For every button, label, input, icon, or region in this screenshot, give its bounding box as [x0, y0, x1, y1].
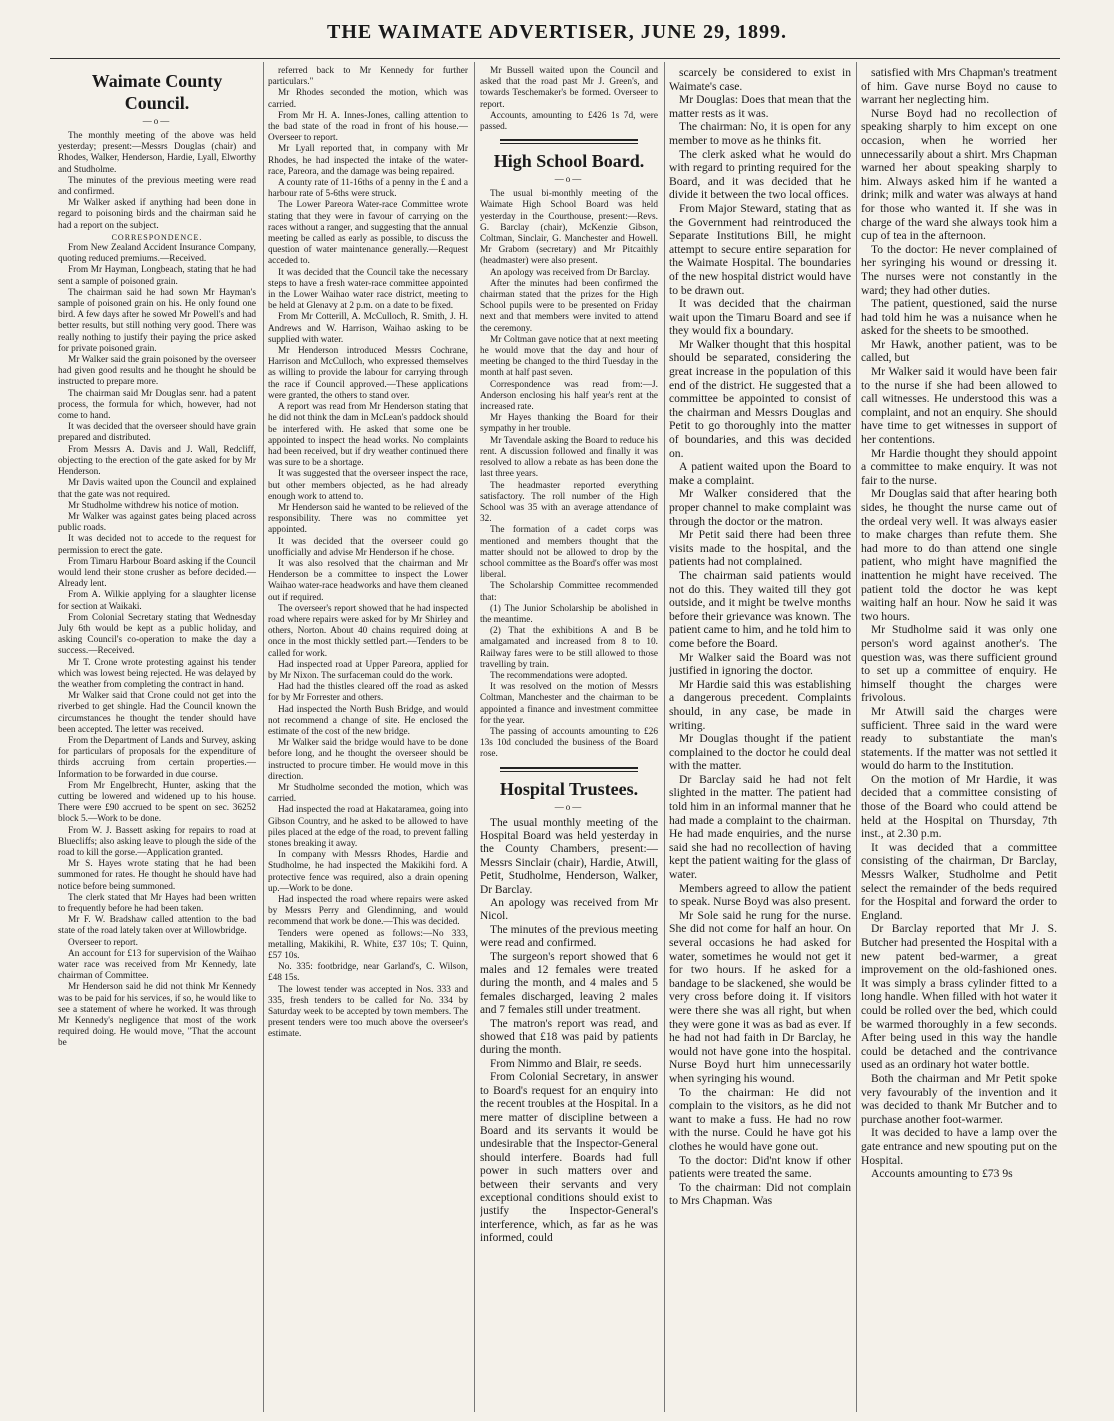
paragraph: An account for £13 for supervision of the Waihao water race was received from Mr Kennedy, late chairman of Committee. [58, 948, 256, 982]
paragraph: Mr Petit said there had been three visits made to the hospital, and the patients had not complained. [669, 528, 851, 569]
paragraph: After the minutes had been confirmed the chairman stated that the prizes for the High School pupils were to be presented on Friday next and that members were invited to attend the ceremony. [480, 278, 658, 334]
paragraph: Mr Henderson introduced Messrs Cochrane, Harrison and McCulloch, who expressed themselves as willing to provide the labour for carrying through the race if Council approved.—These applications were granted, the others to stand over. [268, 346, 468, 401]
paragraph: The patient, questioned, said the nurse had told him he was a nuisance when he asked for the sheets to be smoothed. [861, 297, 1057, 338]
paragraph: Mr Douglas said that after hearing both sides, he thought the nurse came out of the ordeal very well. It was always easier to make charges than refute them. She had more to do than attend one single patient, who might have magnified the inattention he might have received. The patient told the doctor he was kept waiting half an hour. Now he said it was two hours. [861, 487, 1057, 623]
paragraph: Mr Atwill said the charges were sufficient. Three said in the ward were ready to substantiate the man's statements. If the matter was not settled it would do harm to the Institution. [861, 704, 1057, 773]
paragraph: The recommendations were adopted. [490, 670, 628, 681]
masthead-rule [50, 58, 1060, 59]
paragraph: It was decided that the chairman wait upon the Timaru Board and see if they would fix a boundary. [669, 297, 851, 338]
column-hospital-continued [669, 66, 851, 1411]
paragraph: It was resolved on the motion of Messrs Coltman, Manchester and the chairman to be appointed a finance and investment committee for the year. [480, 682, 658, 726]
paragraph: Dr Barclay reported that Mr J. S. Butcher had presented the Hospital with a new patent bed-warmer, a great improvement on the old-fashioned ones. It was simply a brass cylinder fitted to a long handle. When filled with hot water it could be rolled over the bed, which could be warmed thoroughly in a few seconds. After being used in this way the handle could be detached and the contrivance used as an ordinary hot water bottle. [861, 922, 1057, 1072]
paragraph: Mr Henderson said he wanted to be relieved of the responsibility. There was no committee yet appointed. [268, 502, 468, 536]
paragraph: From Nimmo and Blair, re seeds. [490, 1057, 642, 1070]
paragraph: The matron's report was read, and showed that £18 was paid by patients during the month. [480, 1017, 658, 1057]
column-high-school-board [480, 66, 658, 1411]
paragraph: The usual bi-monthly meeting of the Waimate High School Board was held yesterday in the Courthouse, present:—Revs. G. Barclay (chair), McKenzie Gibson, Coltman, Sinclair, G. Manchester and Howell. Mr Grabom (secretary) and Mr Pitcaithly (headmaster) were also present. [480, 189, 658, 267]
paragraph: Mr Studholme withdrew his notice of motion. [68, 500, 239, 511]
section-divider [500, 139, 638, 144]
paragraph: Mr Walker said the Board was not justified in ignoring the doctor. [669, 650, 851, 678]
paragraph: Mr Walker said that Crone could not get into the riverbed to get shingle. Had the Council known the circumstances he thought the tender should have been accepted. The letter was received. [58, 691, 256, 735]
paragraph: Mr Sole said he rung for the nurse. She did not come for half an hour. On several occasions he had asked for water, sometimes he would not get it for two hours. If he asked for a bandage to be slackened, she would be very cross before doing it. If visitors were there she was all right, but when they were gone it was as bad as ever. If he had not had faith in Dr Barclay, he would not have gone into the hospital. Nurse Boyd hurt him unnecessarily when syringing his wound. [669, 908, 851, 1085]
paragraph: It was decided that the overseer should have grain prepared and distributed. [58, 422, 256, 444]
paragraph: Mr Walker said the bridge would have to be done before long, and he thought the overseer should be instructed to procure timber. He would move in this direction. [268, 738, 468, 782]
paragraph: Mr Walker considered that the proper channel to make complaint was through the doctor or the matron. [669, 487, 851, 528]
column-hospital-end [861, 66, 1057, 1411]
paragraph: From Colonial Secretary stating that Wednesday July 6th would be kept as a public holiday, and asking Council's co-operation to make the day a success.—Received. [58, 612, 256, 657]
paragraph: Had inspected the road at Hakataramea, going into Gibson Country, and he asked to be allowed to have piles placed at the edge of the road, to prevent falling stones breaking it away. [268, 805, 468, 850]
paragraph: Mr T. Crone wrote protesting against his tender which was lowest being rejected. He was delayed by the weather from completing the contract in hand. [58, 657, 256, 690]
paragraph: The chairman said patients would not do this. They waited till they got outside, and it might be twelve months before their grievance was known. The patient came to him, and he told him to come before the Board. [669, 568, 851, 650]
paragraph: Mr Walker was against gates being placed across public roads. [58, 511, 256, 534]
paragraph: In company with Messrs Rhodes, Hardie and Studholme, he had inspected the Makikihi ford. A protective fence was required, also a drain opening up.—Work to be done. [268, 850, 468, 894]
heading-high-school-board: High School Board. [493, 151, 645, 172]
paragraph: Members agreed to allow the patient to speak. Nurse Boyd was also present. [669, 881, 851, 909]
paragraph: It was also resolved that the chairman and Mr Henderson be a committee to inspect the Lower Waihao water-race headworks and have them cleaned out if required. [268, 558, 468, 603]
column-rule [474, 62, 475, 1412]
paragraph: Mr Lyall reported that, in company with Mr Rhodes, he had inspected the intake of the water-race, Pareora, and the damage was being repaired. [268, 144, 468, 177]
paragraph: Mr Hawk, another patient, was to be called, but [861, 337, 1057, 365]
paragraph: Had inspected the road where repairs were asked by Messrs Perry and Glendinning, and would recommend that work be done.—This was decided. [268, 895, 468, 928]
paragraph: A county rate of 11-16ths of a penny in the £ and a harbour rate of 5-6ths were struck. [268, 178, 468, 200]
paragraph: The clerk asked what he would do with regard to printing required for the Board, and it was decided that he divide it between the two local offices. [669, 147, 851, 202]
paragraph: The Lower Pareora Water-race Committee wrote stating that they were in favour of carrying on the races without a ranger, and suggesting that the annual meeting be called as early as possible, to discuss the question of water maintenance generally.—Request acceded to. [268, 200, 468, 267]
column-rule [856, 62, 857, 1412]
paragraph: The passing of accounts amounting to £26 13s 10d concluded the business of the Board rose. [480, 726, 658, 760]
paragraph: Mr Douglas thought if the patient complained to the doctor he could deal with the matter. [669, 732, 851, 773]
paragraph: From Mr H. A. Innes-Jones, calling attention to the bad state of the road in front of his house.—Overseer to report. [268, 110, 468, 144]
paragraph: The minutes of the previous meeting were read and confirmed. [58, 175, 256, 198]
paragraph: scarcely be considered to exist in Waimate's case. [669, 66, 851, 93]
paragraph: It was decided to have a lamp over the gate entrance and new spouting put on the Hospital. [861, 1126, 1057, 1167]
paragraph: From A. Wilkie applying for a slaughter license for section at Waikaki. [58, 590, 256, 612]
paragraph: The overseer's report showed that he had inspected road where repairs were asked for by Mr Shirley and others, Norton. About 40 chains required doing at once in the most thickly settled part.—Tenders to be called for work. [268, 603, 468, 659]
paragraph: An apology was received from Dr Barclay. [490, 267, 650, 278]
paragraph: Mr Hardie thought they should appoint a committee to make enquiry. It was not fair to the nurse. [861, 446, 1057, 487]
paragraph: Overseer to report. [68, 937, 138, 948]
paragraph: From Messrs A. Davis and J. Wall, Redcliff, objecting to the erection of the gate asked for by Mr Henderson. [58, 444, 256, 478]
paragraph: No. 335: footbridge, near Garland's, C. Wilson, £48 15s. [268, 962, 468, 984]
paragraph: Mr Rhodes seconded the motion, which was carried. [268, 88, 468, 110]
paragraph: Mr Hardie said this was establishing a dangerous precedent. Complaints should, in any case, be made in writing. [669, 677, 851, 732]
paragraph: To the chairman: Did not complain to Mrs Chapman. Was [669, 1180, 851, 1208]
paragraph: The surgeon's report showed that 6 males and 12 females were treated during the month, and 4 males and 5 females discharged, leaving 2 males and 7 females still under treatment. [480, 950, 658, 1017]
paragraph: Mr Studholme seconded the motion, which was carried. [268, 783, 468, 805]
paragraph: The monthly meeting of the above was held yesterday; present:—Messrs Douglas (chair) and Rhodes, Walker, Henderson, Hardie, Lyall, Elworthy and Studholme. [58, 131, 256, 175]
paragraph: A patient waited upon the Board to make a complaint. [669, 460, 851, 487]
paragraph: satisfied with Mrs Chapman's treatment of him. Gave nurse Boyd no cause to warrant her neglecting him. [861, 66, 1057, 107]
paragraph: Accounts, amounting to £426 1s 7d, were passed. [480, 110, 658, 133]
paragraph: An apology was received from Mr Nicol. [480, 897, 658, 923]
paragraph: From W. J. Bassett asking for repairs to road at Bluecliffs; also asking leave to plough the side of the road to kill the gorse.—Application granted. [58, 825, 256, 858]
paragraph: On the motion of Mr Hardie, it was decided that a committee consisting of those of the Board who could attend be held at the Hospital on Thursday, 7th inst., at 2.30 p.m. [861, 772, 1057, 841]
paragraph: The Scholarship Committee recommended that: [480, 581, 658, 603]
hospital-report [480, 817, 658, 1246]
paragraph: The clerk stated that Mr Hayes had been written to frequently before he had been taken. [58, 892, 256, 915]
paragraph: Had inspected the North Bush Bridge, and would not recommend a change of site. He enclosed the estimate of the cost of the new bridge. [268, 704, 468, 737]
ornament: —o— [554, 801, 584, 812]
paragraph: Tenders were opened as follows:—No 333, metalling, Makikihi, R. White, £37 10s; T. Quinn, £57 10s. [268, 928, 468, 962]
paragraph: From the Department of Lands and Survey, asking for particulars of proposals for the expenditure of thirds accruing from certain properties.—Information to be forwarded in due course. [58, 735, 256, 780]
paragraph: The headmaster reported everything satisfactory. The roll number of the High School was 35 with an average attendance of 32. [480, 480, 658, 525]
paragraph: From Mr Hayman, Longbeach, stating that he had sent a sample of poisoned grain. [58, 265, 256, 287]
paragraph: The chairman said he had sown Mr Hayman's sample of poisoned grain on his. He only found one bird. A few days after he sowed Mr Powell's and had better results, but still nothing very good. There was really nothing to justify their paying the price asked for private poisoned grain. [58, 287, 256, 354]
paragraph: Mr F. W. Bradshaw called attention to the bad state of the road lately taken over at Willowbridge. [58, 915, 256, 937]
paragraph: Accounts amounting to £73 9s [871, 1167, 1013, 1181]
paragraph: Mr Tavendale asking the Board to reduce his rent. A discussion followed and finally it was resolved to allow a rebate as has been done the last three years. [480, 435, 658, 480]
paragraph: Mr Bussell waited upon the Council and asked that the road past Mr J. Green's, and towards Teschemaker's be formed. Overseer to report. [480, 66, 658, 110]
paragraph: From Mr Cotterill, A. McCulloch, R. Smith, J. H. Andrews and W. Harrison, Waihao asking to be supplied with water. [268, 312, 468, 345]
paragraph: CORRESPONDENCE. [111, 232, 203, 242]
heading-hospital-trustees: Hospital Trustees. [499, 778, 639, 799]
paragraph: Mr Walker said the grain poisoned by the overseer had given good results and he thought he should be instructed to prepare more. [58, 355, 256, 388]
section-divider [500, 767, 638, 772]
paragraph: From Major Steward, stating that as the Government had reintroduced the Separate Institutions Bill, he might attempt to secure entire separation for the Waimate Hospital. The boundaries of the new hospital district would have to be drawn out. [669, 201, 851, 297]
paragraph: It was decided that the Council take the necessary steps to have a fresh water-race committee appointed in the Lower Waihao water race district, meeting to be held at Glenavy at 2 p.m. on a date to be fixed. [268, 267, 468, 312]
paragraph: Nurse Boyd had no recollection of speaking sharply to him except on one occasion, when he worried her unnecessarily about a shirt. Mrs Chapman warned her about speaking sharply to him. Always asked him if he wanted a drink; milk and water was always at hand for those who wanted it. If she was in charge of the ward she always took him a cup of tea in the afternoon. [861, 106, 1057, 243]
paragraph: From New Zealand Accident Insurance Company, quoting reduced premiums.—Received. [58, 243, 256, 265]
paragraph: Mr Hayes thanking the Board for their sympathy in her trouble. [480, 413, 658, 435]
ornament: —o— [554, 174, 584, 185]
paragraph: The minutes of the previous meeting were read and confirmed. [480, 923, 658, 950]
paragraph: Had had the thistles cleared off the road as asked for by Mr Forrester and others. [268, 682, 468, 704]
masthead: THE WAIMATE ADVERTISER, JUNE 29, 1899. [327, 21, 787, 43]
paragraph: Mr Studholme said it was only one person's word against another's. The question was, was there sufficient ground to set up a committee of enquiry. He himself thought the charges were frivolous. [861, 623, 1057, 705]
paragraph: Mr Henderson said he did not think Mr Kennedy was to be paid for his services, if so, he would like to see a statement of where he worked. It was through Mr Kennedy's negligence that most of the work required doing. He would move, "That the account be [58, 982, 256, 1049]
column-rule [263, 62, 264, 1412]
paragraph: The lowest tender was accepted in Nos. 333 and 335, fresh tenders to be called for No. 334 by Saturday week to be accepted by town members. The present tenders were too much above the overseer's estimate. [268, 984, 468, 1040]
paragraph: (2) That the exhibitions A and B be amalgamated and increased from 8 to 10. Railway fares were to be still allowed to those travelling by train. [480, 626, 658, 670]
paragraph: The formation of a cadet corps was mentioned and members thought that the matter should not be allowed to drop by the school committee as the Board's offer was most liberal. [480, 525, 658, 581]
paragraph: Both the chairman and Mr Petit spoke very favourably of the invention and it was decided to thank Mr Butcher and to purchase another foot-warmer. [861, 1071, 1057, 1126]
high-school-report [480, 189, 658, 760]
heading-county-council: Waimate County Council. [91, 71, 223, 113]
paragraph: It was decided not to accede to the request for permission to erect the gate. [58, 534, 256, 556]
paragraph: To the doctor: He never complained of her syringing his wound or dressing it. The nurses were not constantly in the ward; they had other duties. [861, 242, 1057, 297]
paragraph: Mr Coltman gave notice that at next meeting he would move that the day and hour of meeting be changed to the third Tuesday in the month at half past seven. [480, 334, 658, 379]
paragraph: Mr Davis waited upon the Council and explained that the gate was not required. [58, 478, 256, 500]
column-council-continued [268, 66, 468, 1411]
ornament: —o— [142, 116, 172, 126]
paragraph: A report was read from Mr Henderson stating that he did not think the dam in McLean's paddock should be interfered with. He asked that some one be appointed to inspect the head works. No complaints had been received, but if dry weather continued there was sure to be a shortage. [268, 402, 468, 469]
paragraph: Correspondence was read from:—J. Anderson enclosing his half year's rent at the increased rate. [480, 379, 658, 413]
paragraph: (1) The Junior Scholarship be abolished in the meantime. [480, 603, 658, 625]
paragraph: To the doctor: Did'nt know if other patients were treated the same. [669, 1153, 851, 1181]
paragraph: Mr Walker thought that this hospital should be separated, considering the great increase in the population of this end of the district. He suggested that a committee be appointed to consist of the chairman and Messrs Douglas and Petit to go thoroughly into the matter of boundaries, and this was decided on. [669, 337, 851, 460]
paragraph: It was decided that a committee consisting of the chairman, Dr Barclay, Messrs Walker, Studholme and Petit select the remainder of the beds required for the Hospital and forward the order to England. [861, 840, 1057, 922]
column-county-council [58, 66, 256, 1411]
paragraph: referred back to Mr Kennedy for further particulars." [268, 66, 468, 88]
paragraph: Dr Barclay said he had not felt slighted in the matter. The patient had told him in an informal manner that he had made a complaint to the chairman. He had made enquiries, and the nurse said she had no recollection of having kept the patient waiting for the glass of water. [669, 772, 851, 882]
paragraph: It was suggested that the overseer inspect the race, but other members objected, as he had already enough work to attend to. [268, 469, 468, 502]
paragraph: Mr Walker said it would have been fair to the nurse if she had been allowed to call witnesses. He understood this was a complaint, and not an enquiry. She should have time to get witnesses in support of her contentions. [861, 365, 1057, 447]
paragraph: Mr Douglas: Does that mean that the matter rests as it was. [669, 93, 851, 120]
paragraph: Had inspected road at Upper Pareora, applied for by Mr Nixon. The surfaceman could do the work. [268, 659, 468, 681]
paragraph: To the chairman: He did not complain to the visitors, as he did not want to make a fuss. He had no row with the nurse. Could he have got his clothes he would have gone out. [669, 1085, 851, 1153]
paragraph: The chairman said Mr Douglas senr. had a patent process, the formula for which, however, had not come to hand. [58, 388, 256, 422]
paragraph: Mr Walker asked if anything had been done in regard to poisoning birds and the chairman said he had a report on the subject. [58, 198, 256, 231]
paragraph: The chairman: No, it is open for any member to move as he thinks fit. [669, 120, 851, 147]
paragraph: From Timaru Harbour Board asking if the Council would lend their stone crusher as before decided.—Already lent. [58, 556, 256, 590]
paragraph: From Colonial Secretary, in answer to Board's request for an enquiry into the recent troubles at the Hospital. In a mere matter of discipline between a Board and its servants it would be undesirable that the Inspector-General should interfere. Boards had full power in such matters over and between their servants and very exceptional conditions should exist to justify the Inspector-General's interference, which, as far as he was informed, could [480, 1071, 658, 1245]
paragraph: The usual monthly meeting of the Hospital Board was held yesterday in the County Chambers, present:—Messrs Sinclair (chair), Hardie, Atwill, Petit, Studholme, Henderson, Walker, Dr Barclay. [480, 816, 658, 896]
paragraph: From Mr Engelbrecht, Hunter, asking that the cutting be lowered and widened up to his house. There were £90 accrued to be spent on sec. 36252 block 5.—Work to be done. [58, 780, 256, 825]
council-conclusion [480, 66, 658, 133]
paragraph: It was decided that the overseer could go unofficially and advise Mr Henderson if he chose. [268, 536, 468, 558]
paragraph: Mr S. Hayes wrote stating that he had been summoned for rates. He thought he should have had notice before being summoned. [58, 859, 256, 892]
column-rule [664, 62, 665, 1412]
